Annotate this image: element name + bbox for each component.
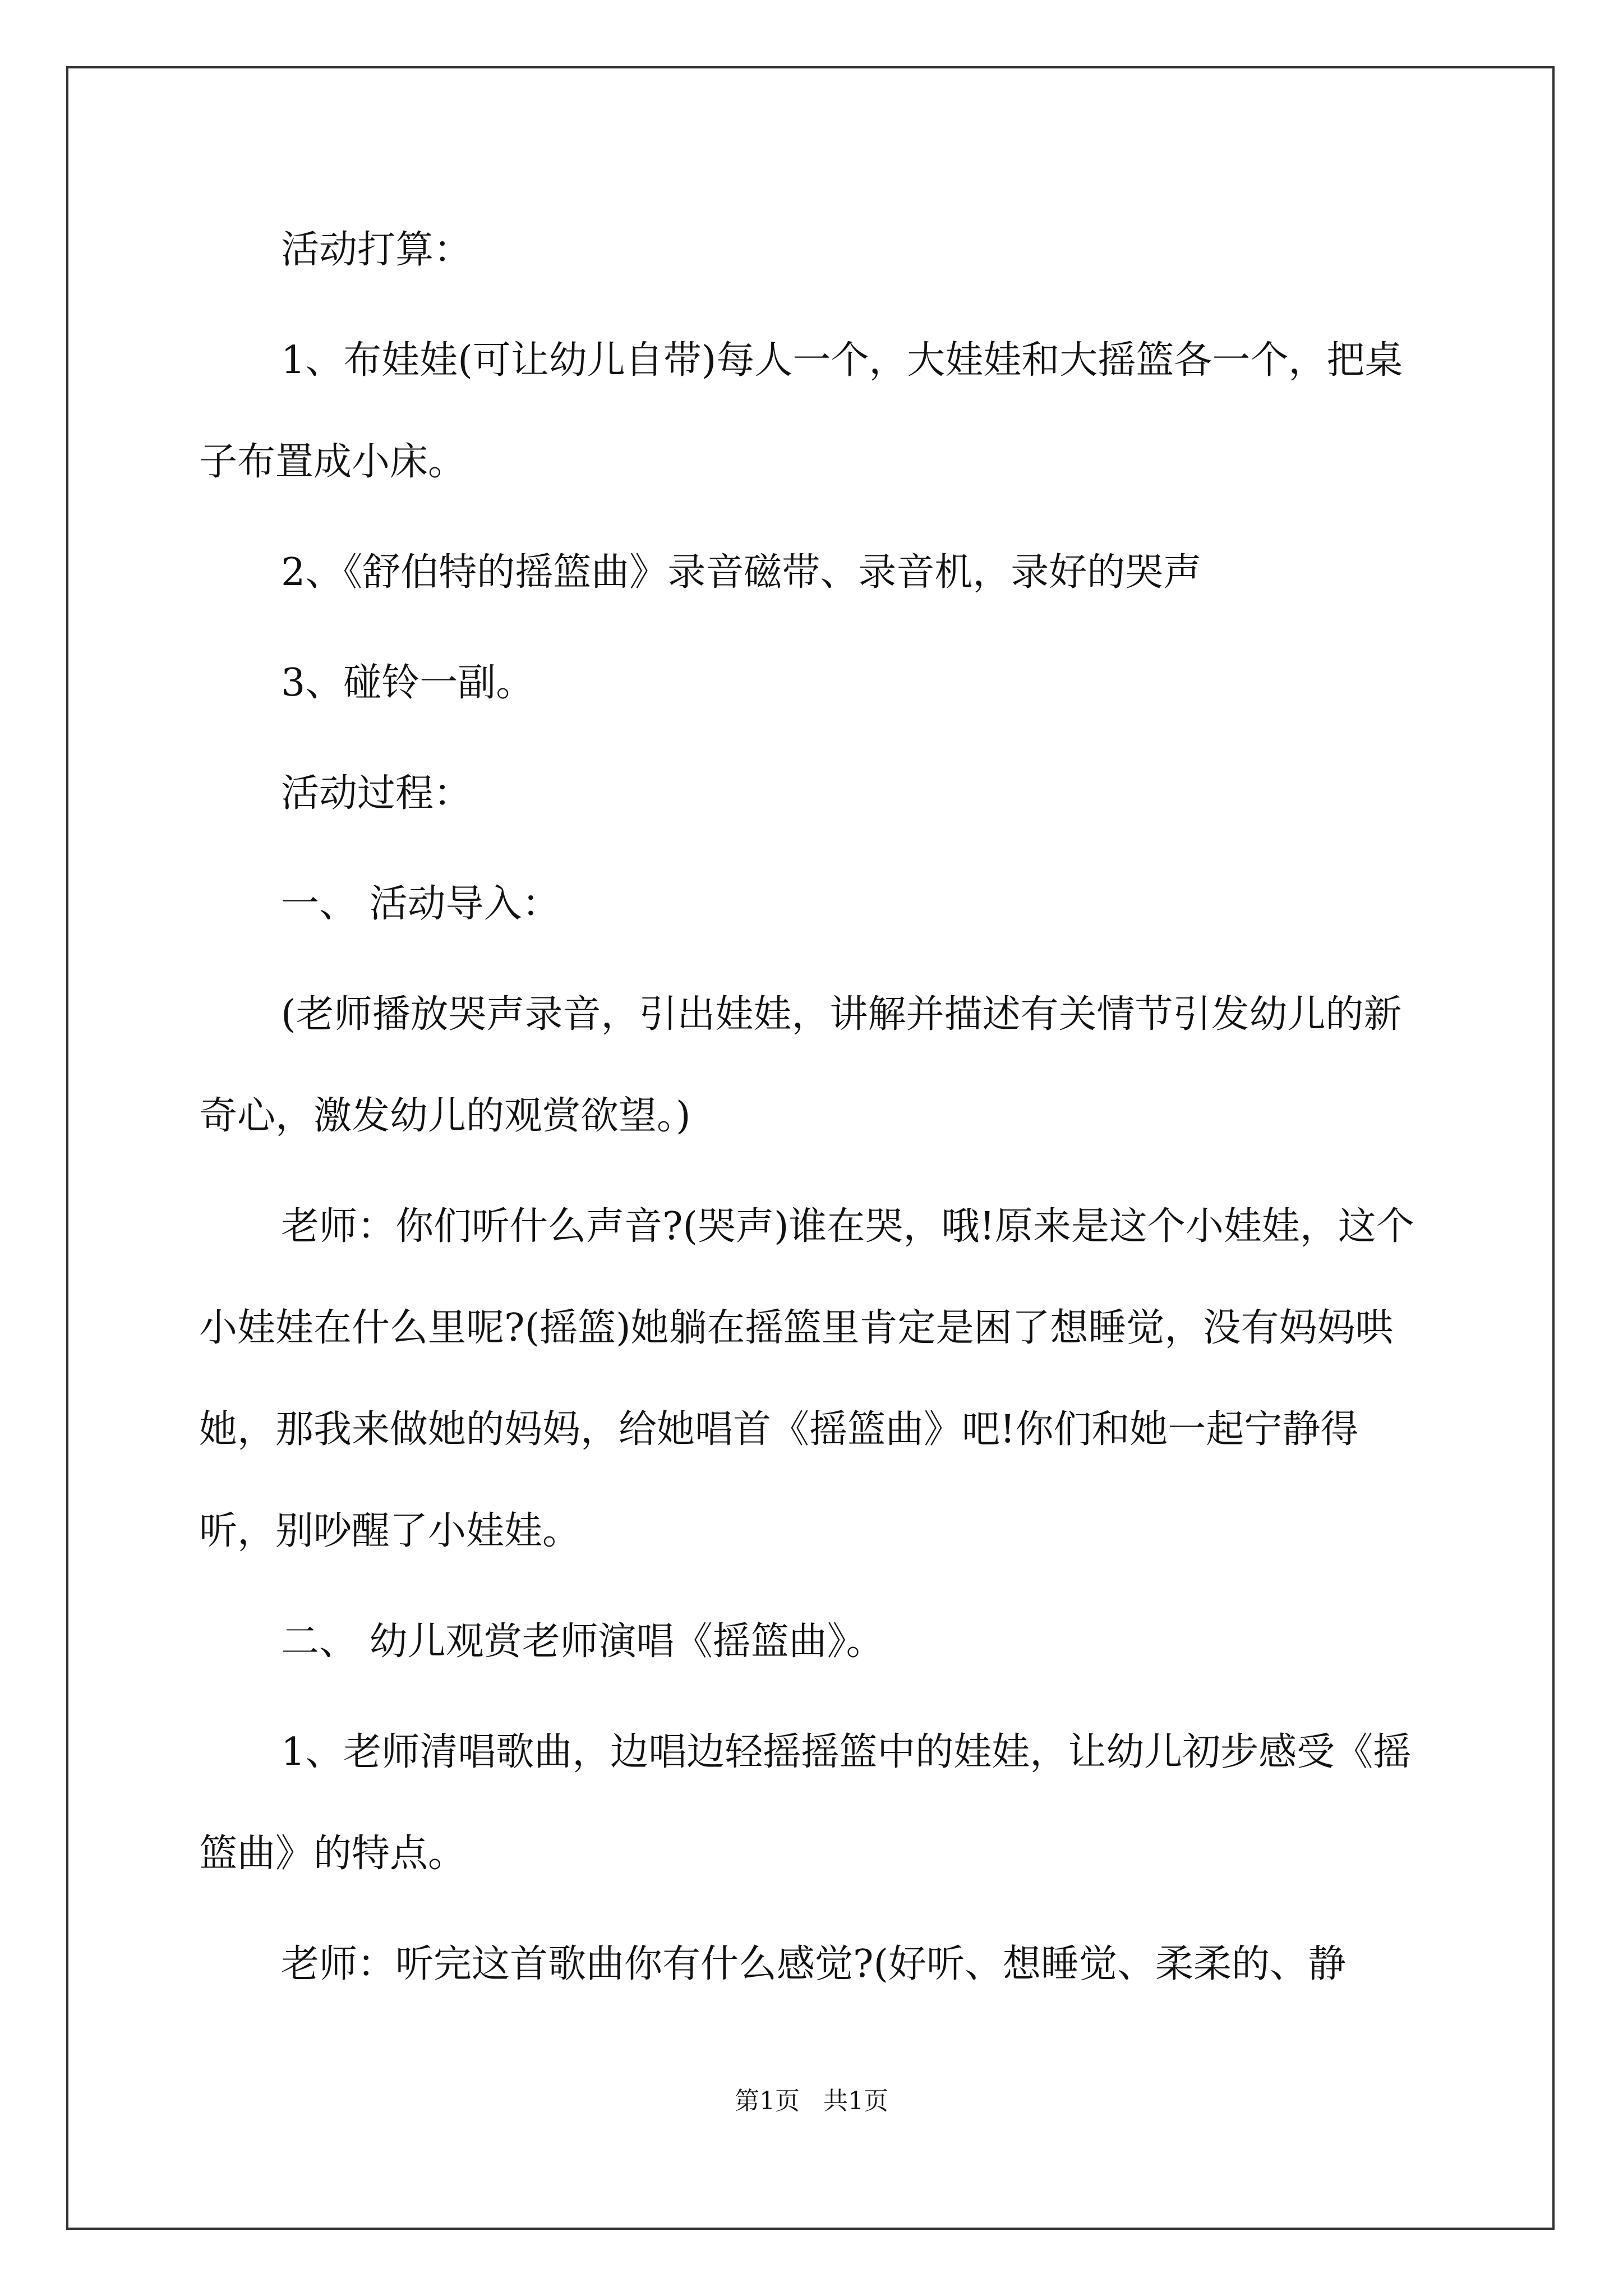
paragraph: 2、《舒伯特的摇篮曲》录音磁带、录音机，录好的哭声 (281, 550, 1202, 595)
paragraph: 3、碰铃一副。 (281, 661, 534, 705)
paragraph: 活动打算： (281, 228, 472, 272)
page-total: 共1页 (823, 2087, 888, 2115)
document-body (199, 199, 1433, 2024)
paragraph: 二、 幼儿观赏老师演唱《摇篮曲》。 (281, 1619, 884, 1664)
paragraph: 老师：听完这首歌曲你有什么感觉?(好听、想睡觉、柔柔的、静 (281, 1942, 1346, 1986)
page-footer (0, 2085, 1623, 2118)
paragraph: (老师播放哭声录音，引出娃娃，讲解并描述有关情节引发幼儿的新奇心，激发幼儿的观赏欲望。) (199, 992, 1402, 1138)
paragraph: 活动过程： (281, 771, 472, 816)
page-number: 第1页 (735, 2087, 800, 2115)
paragraph: 1、布娃娃(可让幼儿自带)每人一个，大娃娃和大摇篮各一个，把桌子布置成小床。 (199, 338, 1403, 484)
paragraph: 一、 活动导入： (281, 882, 560, 926)
paragraph: 老师：你们听什么声音?(哭声)谁在哭，哦!原来是这个小娃娃，这个小娃娃在什么里呢?(摇篮)她躺在摇篮里肯定是困了想睡觉，没有妈妈哄她，那我来做她的妈妈，给她唱首《摇篮曲》吧!你们和她一起宁静得听，别吵醒了小娃娃。 (199, 1204, 1414, 1553)
paragraph: 1、老师清唱歌曲，边唱边轻摇摇篮中的娃娃，让幼儿初步感受《摇篮曲》的特点。 (199, 1730, 1412, 1876)
